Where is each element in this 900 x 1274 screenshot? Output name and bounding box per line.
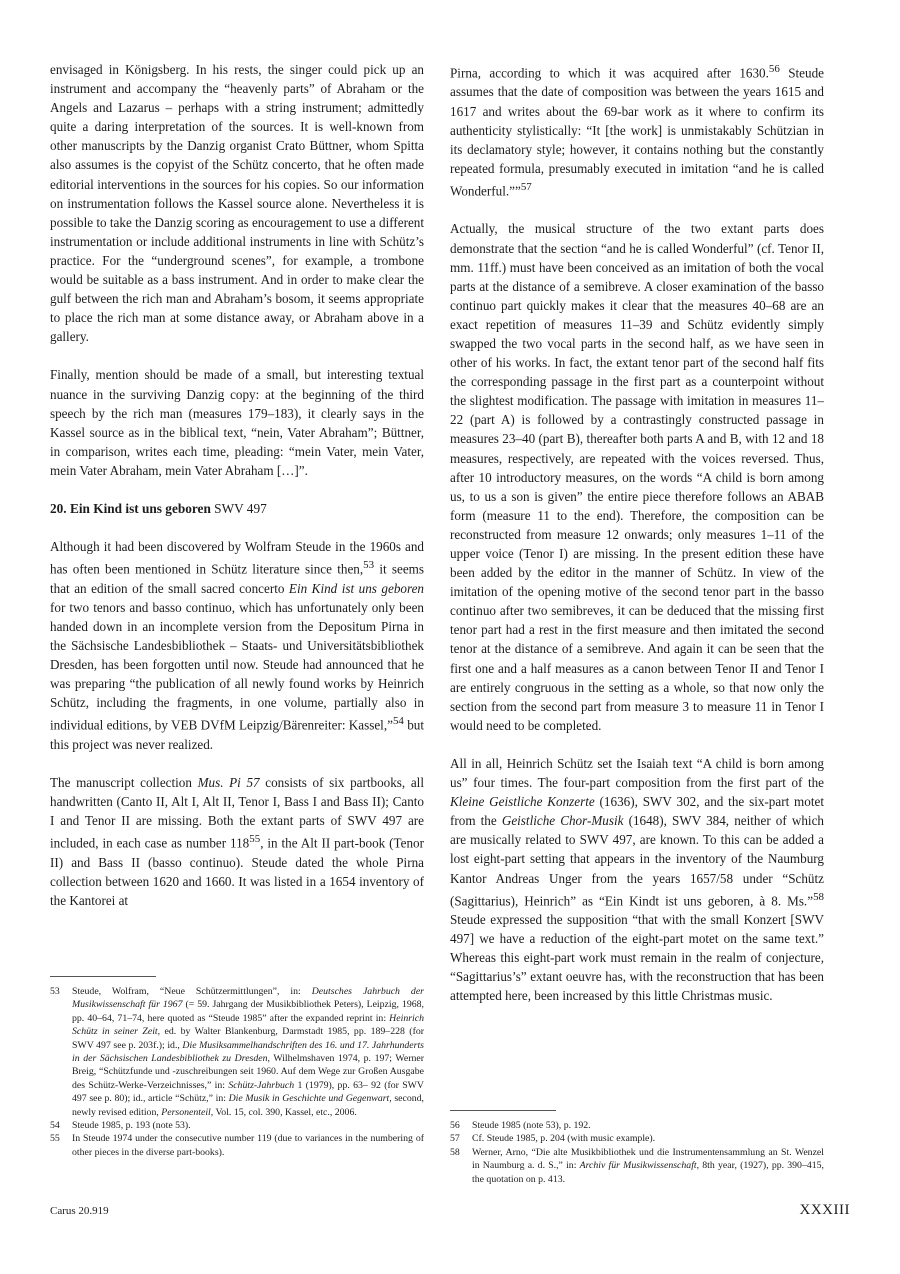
text-run: 1 (1979), pp. 63– 92 (for SWV 497 see p. 80); id., article “Schütz,” in: [72, 1079, 424, 1105]
text-run: Steude 1985 (note 53), p. 192. [472, 1120, 591, 1131]
page-number: XXXIII [799, 1202, 850, 1218]
text-run: 8th year, (1927), pp. 390–415, the quotation on p. 413. [472, 1160, 824, 1185]
text-run: In Steude 1974 under the consecutive number 119 (due to variances in the numbering of other pieces in the diverse part-books). [72, 1133, 424, 1158]
footnote-number: 57 [450, 1133, 460, 1145]
text-run: consists of six partbooks, all handwritten (Canto II, Alt I, Alt II, Tenor I, Bass I and Bass II); Canto I and Tenor II are missing. Both the extant parts of SWV 497 are included, in each case as number 118 [50, 774, 424, 851]
italic-title: Die Musiksammelhandschriften des 16. und 17. Jahrhunderts in der Sächsischen Landesbibliothek zu Dresden, [72, 1039, 424, 1065]
footnotes-right [450, 1110, 824, 1186]
text-run: Steude 1985, p. 193 (note 53). [72, 1120, 191, 1132]
text-run: for two tenors and basso continuo, which has unfortunately only been handed down in an incomplete version from the Depositum Pirna in the Sächsische Landesbibliothek – Staats- und Universitätsbibliothek Dresden, has been forgotten until now. Steude had announced that he was preparing “the publication of all newly found works by Heinrich Schütz, including the fragments, in one volume, partially also in individual editions, by VEB DVfM Leipzig/Bärenreiter: Kassel,” [50, 599, 424, 733]
right-column [450, 60, 824, 1025]
italic-title: Heinrich Schütz in seiner Zeit, [72, 1012, 424, 1038]
footnote [50, 1132, 424, 1159]
italic-title: Geistliche Chor-Musik [501, 813, 624, 829]
footnote-number: 58 [450, 1146, 460, 1158]
footnote-number: 55 [50, 1133, 60, 1145]
footnote-ref: 58 [813, 890, 824, 903]
footnotes-left [50, 976, 424, 1159]
footnote-ref: 56 [768, 63, 780, 75]
text-run: it seems that an edition of the small sacred concerto [50, 561, 424, 596]
footnote-number: 53 [50, 986, 60, 997]
section-heading-swv: SWV 497 [210, 500, 267, 516]
italic-title: Ein Kind ist uns geboren [288, 580, 424, 596]
paragraph [50, 773, 424, 910]
section-heading-title: 20. Ein Kind ist uns geboren [50, 500, 211, 516]
paragraph [50, 537, 424, 754]
text-run: All in all, Heinrich Schütz set the Isaiah text “A child is born among us” four times. The four-part composition from the first part of the [450, 755, 824, 791]
paragraph: envisaged in Königsberg. In his rests, the singer could pick up an instrument and accompany the “heavenly parts” of Abraham or the Angels and Lazarus – perhaps with a string instrument; admittedly quite a daring interpretation of the sources. It is well-known from other manuscripts by the Danzig organist Crato Büttner, whom Spitta also assumes is the copyist of the Schütz concerto, that he often made editorial interventions in the sources for his copies. So our information on instrumentation follows the Kassel source alone. Nevertheless it is possible to take the Danzig scoring as encouragement to use a different instrumentation or include additional instruments in line with Schütz’s practice. For the “underground scenes”, for example, a trombone would be suitable as a bass instrument. And in order to make clear the gulf between the rich man and Abraham’s bosom, it seems appropriate to place the rich man at some distance away, or Abraham above in a gallery. [50, 62, 424, 345]
footnote [50, 985, 424, 1119]
text-run: Pirna, according to which it was acquired after 1630. [450, 65, 769, 81]
text-run: (1636), SWV 302, and the six-part motet from the [450, 794, 824, 829]
paragraph: Actually, the musical structure of the two extant parts does demonstrate that the section “and he is called Wonderful” (cf. Tenor II, mm. 11ff.) must have been conceived as an imitation of both the vocal parts at the distance of a semibreve. A closer examination of the basso continuo part quickly makes it clear that the measures 40–68 are an exact repetition of measures 11–39 and Schütz evidently simply swapped the two vocal parts in the second half, as we have seen in other of his works. In fact, the extant tenor part of the second half fits the corresponding passage in the first part as a counterpoint without the slightest modification. The passage with imitation in measures 11–22 (part A) is followed by a contrastingly constructed passage in measures 23–40 (part B), thereafter both parts A and B, with 12 and 18 measures, respectively, are repeated with the voices reversed. Thus, after 10 introductory measures, on the words “A child is born among us, to us a son is given” the entire piece therefore follows an ABAB form (measure 11 to the end). Therefore, the composition can be reconstructed from measure 12 onwards; only measures 1–11 of the upper voice (Tenor I) are missing. In the present edition these have been added by the editor in the manner of Schütz. In view of the imitation of the opening motive of the second tenor part in the basso continuo after two semibreves, it can be deduced that the missing first tenor part had a rest in the first measure and then imitated the second tenor at the distance of a semibreve. And again it can be seen that the first one and a half measures as a canon between Tenor II and Tenor I are entirely congruous in the setting as a whole, so that now only the section from the second part from measure 3 to measure 11 in Tenor I would need to be completed. [450, 221, 824, 733]
paragraph: Finally, mention should be made of a small, but interesting textual nuance in the surviving Danzig copy: at the beginning of the third speech by the rich man (measures 179–183), it clearly says in the Kassel source as in the biblical text, “nein, Vater Abraham”; Büttner, in comparison, writes each time, pleading: “mein Vater, mein Vater, mein Vater Abraham, mein Vater Abraham […]”. [50, 367, 424, 478]
text-run: Although it had been discovered by Wolfram Steude in the 1960s and has often been mentioned in Schütz literature since then, [50, 539, 424, 577]
footnote-number: 56 [450, 1120, 460, 1131]
italic-title: Schütz-Jahrbuch [228, 1079, 295, 1091]
section-heading [50, 499, 424, 518]
left-column [50, 60, 424, 929]
footnote-divider [50, 976, 156, 977]
text-run: The manuscript collection [50, 774, 198, 790]
text-run: Steude assumes that the date of composition was between the years 1615 and 1617 and writes about the 69-bar work as it where to confirm its authenticity stylistically: “It [the work] is unmistakably Schützian in its declamatory style; however, it contains nothing but the constantly repeated formula, presumably executed in imitation “and he is called Wonderful.”” [450, 65, 824, 199]
footnote [50, 1119, 424, 1132]
italic-title: Archiv für Musikwissenschaft, [579, 1160, 700, 1172]
footnote-ref: 57 [520, 180, 532, 193]
text-run: , Vol. 15, col. 390, Kassel, etc., 2006. [210, 1106, 357, 1118]
text-run: (1648), SWV 384, neither of which are musically related to SWV 497, are known. To this can be added a lost eight-part setting that appears in the inventory of the Naumburg Kantor Andreas Unger from the years 1657/58 under “Schütz (Sagittarius), Heinrich” as “Ein Kindt ist uns geboren, à 8. Ms.” [450, 813, 824, 908]
paragraph [450, 754, 824, 1006]
paragraph [450, 60, 824, 200]
footnote-ref: 54 [392, 715, 404, 728]
text-run: Steude expressed the supposition “that with the small Konzert [SWV 497] we have a reduction of the eight-part motet on the same text.” Whereas this eight-part work must remain in the realm of conjecture, “Sagittarius’s” extant oeuvre has, with the reconstruction that has been attempted here, been increased by this little Christmas music. [450, 912, 824, 1004]
text-run: (= 59. Jahrgang der Musikbibliothek Peters), Leipzig, 1968, pp. 40–64, 71–74, here quoted as “Steude 1985” after the expanded reprint in: [72, 999, 424, 1024]
italic-title: Personenteil [161, 1106, 211, 1118]
text-run: , in the Alt II part-book (Tenor II) and Bass II (basso continuo). Steude dated the whole Pirna collection between 1620 and 1660. It was listed in a 1654 inventory of the Kantorei at [50, 835, 424, 908]
text-run: second, newly revised edition, [72, 1093, 424, 1118]
text-run: ed. by Walter Blankenburg, Darmstadt 1985, pp. 189–228 (for SWV 497 see p. 203f.); id., [72, 1026, 424, 1051]
italic-title: Mus. Pi 57 [197, 774, 260, 790]
italic-title: Kleine Geistliche Konzerte [450, 794, 595, 810]
footnote [450, 1132, 824, 1145]
text-run: Werner, Arno, “Die alte Musikbibliothek und die Instrumentensammlung an St. Wenzel in Naumburg a. d. S.,” in: [472, 1146, 824, 1172]
footnote-ref: 53 [363, 559, 375, 572]
footnote-number: 54 [50, 1120, 60, 1132]
italic-title: Deutsches Jahrbuch der Musikwissenschaft für 1967 [72, 986, 424, 1011]
footnote [450, 1146, 824, 1186]
text-run: Wilhelmshaven 1974, p. 197; Werner Breig, “Schützfunde und -zuschreibungen seit 1960. Auf dem Wege zur Großen Ausgabe des Schütz-Werke-Verzeichnisses,” in: [72, 1053, 424, 1091]
footnote [450, 1119, 824, 1132]
footnote-divider [450, 1110, 556, 1111]
text-run: but this project was never realized. [50, 717, 424, 752]
text-run: Cf. Steude 1985, p. 204 (with music example). [472, 1133, 656, 1145]
footnote-ref: 55 [249, 833, 261, 846]
publisher-catalog-number: Carus 20.919 [50, 1205, 109, 1217]
text-run: Steude, Wolfram, “Neue Schützermittlungen”, in: [72, 986, 312, 997]
italic-title: Die Musik in Geschichte und Gegenwart, [228, 1093, 392, 1105]
